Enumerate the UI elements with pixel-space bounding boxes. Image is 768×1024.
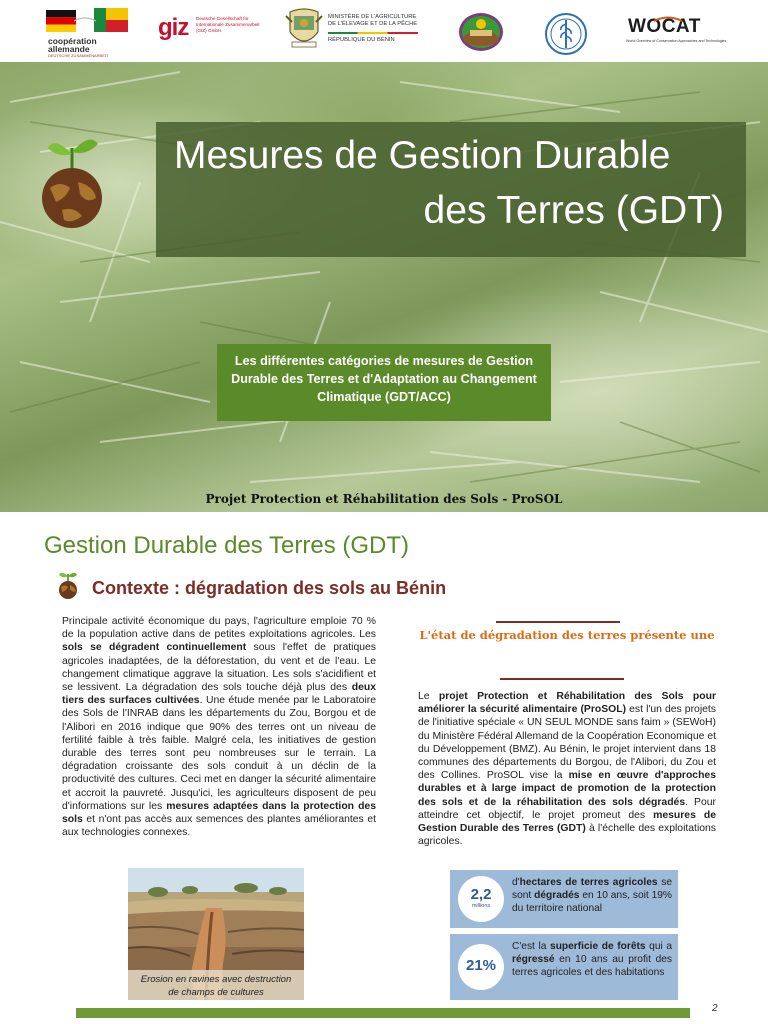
context-bold-3: mesures adaptées dans la protection des sols xyxy=(62,800,376,826)
stat-bold-2: régressé xyxy=(512,954,555,965)
stat-value: 21% xyxy=(465,957,497,974)
coop-line2: allemande xyxy=(48,44,90,54)
project-paragraph xyxy=(418,690,716,848)
stat-bold-1: superficie de forêts xyxy=(550,941,646,952)
stat-badge xyxy=(458,944,504,990)
subtitle-text: Les différentes catégories de mesures de Gestion Durable des Terres et d'Adaptation au Changement Climatique (GDT/ACC) xyxy=(231,354,537,404)
page-number: 2 xyxy=(712,1003,718,1014)
context-bold-2: deux tiers des surfaces cultivées xyxy=(62,682,376,707)
globe-sprout-icon xyxy=(36,132,108,230)
page-title-line1: Mesures de Gestion Durable xyxy=(174,134,671,177)
stat-text-1: C'est la xyxy=(512,941,551,952)
wocat-swoosh-icon xyxy=(654,16,682,22)
subtitle-box xyxy=(217,344,551,421)
benin-line3: RÉPUBLIQUE DU BÉNIN xyxy=(328,37,395,43)
stat-text-1: d' xyxy=(512,877,520,888)
context-bold-1: sols se dégradent continuellement xyxy=(62,642,247,654)
prosol-logo xyxy=(458,12,504,52)
project-text-4: à l'échelle des exploitations agricoles. xyxy=(418,823,717,848)
stat-card-forest xyxy=(450,934,678,1000)
state-title: L'état de dégradation des terres présente une xyxy=(419,628,715,642)
divider-bottom xyxy=(500,678,624,680)
context-text-2: sous l'effet de pratiques agricoles inadaptées, de la déforestation, du vent et de l'eau. Le changement climatique aggrave la situation. Les sols s'acidifient et se lessivent. La dégradation des sols touche déjà plus des xyxy=(62,642,376,694)
stat-unit: millions xyxy=(471,903,491,909)
stat-description xyxy=(512,876,672,915)
coop-line1: coopération xyxy=(48,36,97,46)
benin-line1: MINISTÈRE DE L'AGRICULTURE xyxy=(328,14,417,20)
giz-mark: giz xyxy=(158,14,189,41)
project-bold-2: mise en œuvre d'approches durables et à large impact de promotion de la protection des sols et de la réhabilitation des sols dégradés xyxy=(418,770,716,808)
wocat-tagline: World Overview of Conservation Approaches and Technologies xyxy=(626,39,727,43)
stat-value: 2,2 xyxy=(470,886,492,903)
title-box xyxy=(156,122,746,257)
benin-ministry-logo xyxy=(284,6,424,56)
benin-seal-icon xyxy=(284,6,324,52)
giz-text: Deutsche Gesellschaft für Internationale Zusammenarbeit (GIZ) GmbH xyxy=(196,16,260,33)
photo-caption-line2: de champs de cultures xyxy=(168,987,264,998)
erosion-photo xyxy=(128,868,304,1000)
flags-icon xyxy=(44,8,130,34)
coop-line3: DEUTSCHE ZUSAMMENARBEIT xyxy=(48,53,109,58)
benin-color-bar xyxy=(328,32,418,34)
context-text-3: . Une étude menée par le Laboratoire des Sols de l'INRAB dans les départements du Zou, Borgou et de l'Alibori en 2016 indique que 90% des terres ont un niveau de fertilité faible à très faible. Malgré cela, les initiatives de gestion durable des terres sont peu nombreuses sur le terrain. La dégradation croissante des sols conduit à un déclin de la productivité des cultures. Ceci met en danger la sécurité alimentaire et accroit la pauvreté. Jusqu'ici, les agriculteurs disposent de peu d'informations sur les xyxy=(62,695,377,812)
context-text-4: et n'ont pas accès aux semences des plantes améliorantes et aux technologies connexes. xyxy=(62,814,376,839)
footer-bar xyxy=(76,1008,690,1018)
stat-text-3: en 10 ans au profit des terres agricoles et des habitations xyxy=(512,954,672,978)
fao-icon xyxy=(544,12,588,56)
stat-bold-1: hectares de terres agricoles xyxy=(519,877,658,888)
stat-text-3: en 10 ans, soit 19% du territoire national xyxy=(512,890,672,914)
photo-caption xyxy=(128,970,304,1000)
project-text-1: Le xyxy=(418,691,439,702)
context-paragraph xyxy=(62,615,376,839)
project-name: Projet Protection et Réhabilitation des Sols - ProSOL xyxy=(205,492,563,506)
stat-badge xyxy=(458,876,504,922)
stat-bold-2: dégradés xyxy=(534,890,580,901)
cooperation-allemande-logo xyxy=(44,6,134,56)
project-bold-1: projet Protection et Réhabilitation des Sols pour améliorer la sécurité alimentaire (ProSOL) xyxy=(418,691,716,716)
wocat-logo xyxy=(624,16,727,46)
benin-line2: DE L'ÉLEVAGE ET DE LA PÊCHE xyxy=(328,21,418,27)
cover-banner xyxy=(0,62,768,512)
stat-description xyxy=(512,940,672,979)
context-text-1: Principale activité économique du pays, l'agriculture emploie 70 % de la population active dans de petites exploitations agricoles. Les xyxy=(62,616,376,641)
section-heading: Gestion Durable des Terres (GDT) xyxy=(44,532,410,559)
globe-sprout-small-icon xyxy=(56,570,80,600)
stat-text-2: se sont xyxy=(512,877,672,901)
stat-card-hectares xyxy=(450,870,678,928)
giz-logo xyxy=(158,14,268,58)
project-text-2: est l'un des projets de l'initiative spéciale « UN SEUL MONDE sans faim » (SEWoH) du Ministère Fédéral Allemand de la Coopération Economique et du Développement (BMZ). Au Bénin, le projet intervient dans 18 communes des départements du Borgou, de l'Alibori, du Zou et des Collines. ProSOL vise la xyxy=(418,704,716,782)
project-bold-3: mesures de Gestion Durable des Terres (GDT) xyxy=(418,809,717,835)
prosol-icon xyxy=(458,12,504,52)
project-text-3: . Pour atteindre cet objectif, le projet promeut des xyxy=(418,796,716,821)
context-heading: Contexte : dégradation des sols au Bénin xyxy=(92,578,447,598)
stat-text-2: qui a xyxy=(645,941,673,952)
divider-top xyxy=(496,621,620,623)
fao-logo xyxy=(544,12,588,56)
photo-caption-line1: Erosion en ravines avec destruction xyxy=(140,974,292,985)
page-title-line2: des Terres (GDT) xyxy=(423,189,724,232)
logo-bar xyxy=(0,0,768,62)
wocat-name: WOCAT xyxy=(628,16,701,37)
